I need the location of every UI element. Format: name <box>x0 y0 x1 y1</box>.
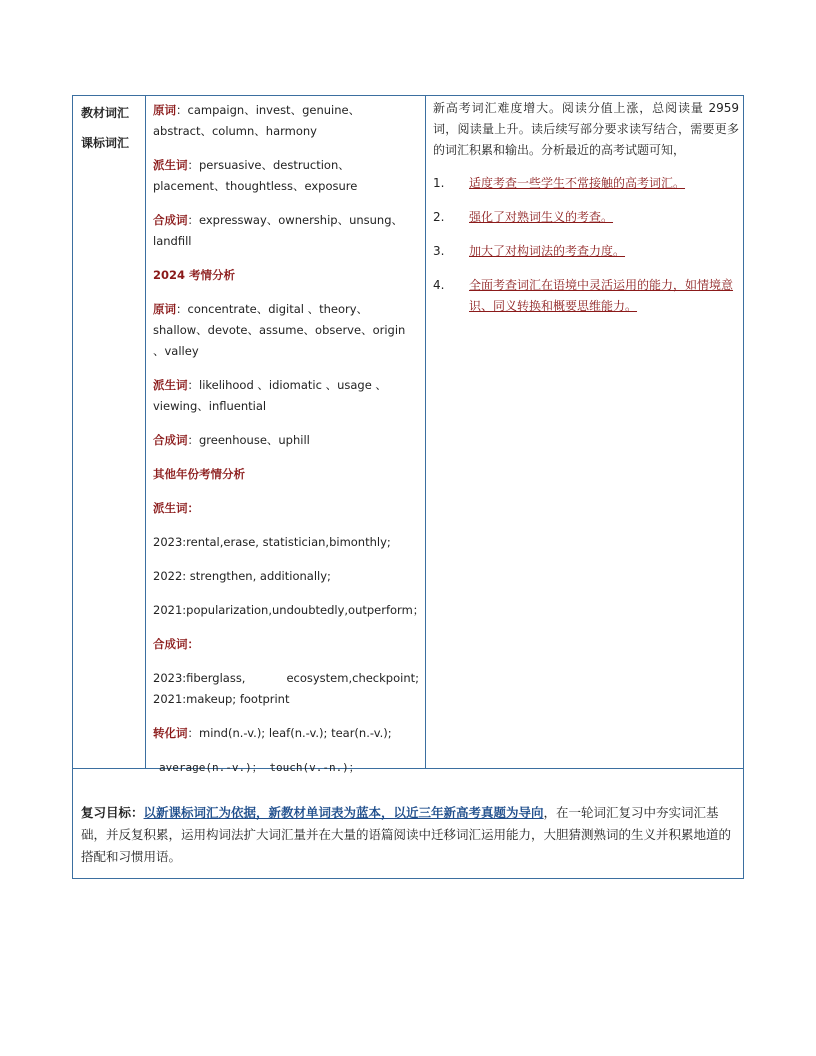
item-number: 1. <box>433 176 445 190</box>
compound-words-2024 <box>153 430 419 451</box>
compound-2021: 2021:makeup; footprint <box>153 692 290 706</box>
goal-colon: ： <box>131 805 144 820</box>
column-divider <box>145 96 146 768</box>
category-column <box>81 102 145 162</box>
compound-2023-a: 2023:fiberglass, <box>153 671 246 685</box>
conversion-words-2: average(n.-v.)； touch(v.-n.)； <box>159 761 360 774</box>
derived-label: 派生词 <box>153 158 188 172</box>
goal-text: ，在一轮词汇复习中夯实词汇基础，并反复积累，运用构词法扩大词汇量并在大量的语篇阅读中迁移词汇运用能力，大胆猜测熟词的生义并积累地道的搭配和习惯用语。 <box>81 805 732 864</box>
derived-words <box>153 155 419 197</box>
original-label: 原词 <box>153 103 176 117</box>
conversion-words-text: ：mind(n.-v.); leaf(n.-v.); tear(n.-v.); <box>187 726 392 740</box>
other-years-heading: 其他年份考情分析 <box>153 467 245 481</box>
analysis-column <box>433 98 739 330</box>
compound-words-2024-text: ：greenhouse、uphill <box>187 433 310 447</box>
standard-vocab-label: 课标词汇 <box>81 136 130 150</box>
item-text: 全面考查词汇在语境中灵活运用的能力，如情境意识、同义转换和概要思维能力。 <box>469 278 734 313</box>
item-number: 3. <box>433 244 445 258</box>
textbook-vocab-label: 教材词汇 <box>81 106 130 120</box>
analysis-item <box>433 207 739 228</box>
item-text: 适度考查一些学生不常接触的高考词汇。 <box>469 176 686 190</box>
conversion-label: 转化词 <box>153 726 188 740</box>
review-table <box>72 95 744 879</box>
review-goal <box>81 802 741 868</box>
analysis-item <box>433 241 739 262</box>
compound-2023-line <box>153 668 419 689</box>
original-words <box>153 100 419 142</box>
compound-words-text: ：expressway、ownership、unsung、landfill <box>153 213 404 248</box>
compound-years <box>153 668 419 710</box>
year-2022-derived: 2022: strengthen, additionally; <box>153 569 331 583</box>
derived-words-text: ：persuasive、destruction、placement、thoughtless、exposure <box>153 158 358 193</box>
compound-label: 合成词 <box>153 433 188 447</box>
original-words-text: ：campaign、invest、genuine、abstract、column、harmony <box>153 103 361 138</box>
vocab-column <box>153 100 425 791</box>
item-text: 加大了对构词法的考查力度。 <box>469 244 626 258</box>
original-words-2024-text: ：concentrate、digital 、theory、shallow、devote、assume、observe、origin 、valley <box>153 302 406 358</box>
compound-words <box>153 210 419 252</box>
goal-label: 复习目标 <box>81 805 132 820</box>
item-number: 4. <box>433 278 445 292</box>
compound-label: 合成词 <box>153 213 188 227</box>
analysis-2024-heading: 2024 考情分析 <box>153 268 236 282</box>
analysis-item <box>433 275 739 317</box>
item-number: 2. <box>433 210 445 224</box>
analysis-intro: 新高考词汇难度增大。阅读分值上涨，总阅读量 2959 词，阅读量上升。读后续写部分要求读写结合，需要更多的词汇积累和输出。分析最近的高考试题可知， <box>433 101 739 157</box>
analysis-item <box>433 173 739 194</box>
compound-2023-b: ecosystem,checkpoint; <box>286 671 419 685</box>
derived-words-2024-text: ：likelihood 、idiomatic 、usage 、viewing、influential <box>153 378 387 413</box>
year-2021-derived: 2021:popularization,undoubtedly,outperform； <box>153 603 425 617</box>
conversion-words <box>153 723 419 744</box>
year-2023-derived: 2023:rental,erase, statistician,bimonthly; <box>153 535 391 549</box>
original-words-2024 <box>153 299 419 362</box>
goal-highlight: 以新课标词汇为依据，新教材单词表为蓝本，以近三年新高考真题为导向 <box>143 805 544 820</box>
derived-label: 派生词 <box>153 378 188 392</box>
compound-label: 合成词： <box>153 637 199 651</box>
column-divider <box>425 96 426 768</box>
original-label: 原词 <box>153 302 176 316</box>
derived-words-2024 <box>153 375 419 417</box>
derived-label: 派生词： <box>153 501 199 515</box>
item-text: 强化了对熟词生义的考查。 <box>469 210 614 224</box>
